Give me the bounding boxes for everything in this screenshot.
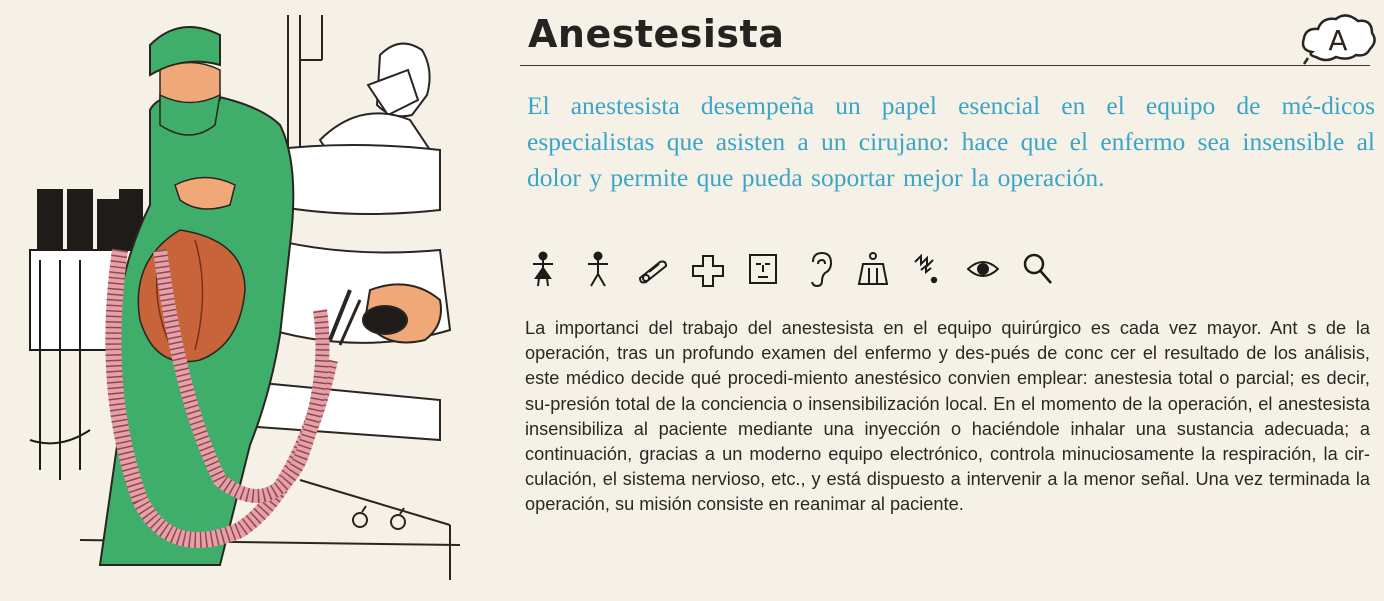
male-figure-icon [582,250,614,288]
lightning-icon [912,250,944,288]
scroll-icon [637,250,669,288]
eye-icon [967,250,999,288]
face-icon [747,250,779,288]
anesthetist-illustration [0,0,500,601]
badge-letter: A [1328,24,1348,57]
category-icons [527,246,1057,292]
cloud-badge-icon [1298,12,1376,66]
ear-icon [802,250,834,288]
magnifier-icon [1022,250,1054,288]
intro-paragraph: El anestesista desempeña un papel esencial en el equipo de mé-dicos especialistas que asisten a un cirujano: hace que el enfermo sea insensible al dolor y permite que pueda soportar mejor la operación. [527,91,1375,192]
cross-icon [692,250,724,288]
page-title: Anestesista [528,12,785,56]
body-paragraph: La importanci del trabajo del anestesista en el equipo quirúrgico es cada vez mayor. Ant s de la operación, tras un profundo examen del enfermo y des-pués de conc cer el resultado de los análisis, este médico decide qué procedi-miento anestésico convien emplear: anestesia total o parcial; es decir, su-presión total de la conciencia o insensibilización local. En el momento de la operación, el anestesista insensibiliza al paciente mediante una inyección o haciéndole inhalar una sustancia adecuada; a continuación, gracias a un moderno equipo electrónico, controla minuciosamente la respiración, la cir-culación, el sistema nervioso, etc., y está dispuesto a intervenir a la menor señal. Una vez terminada la operación, su misión consiste en reanimar al paciente. [525,318,1370,515]
people-icon [857,250,889,288]
female-figure-icon [527,250,559,288]
title-divider [520,65,1370,66]
